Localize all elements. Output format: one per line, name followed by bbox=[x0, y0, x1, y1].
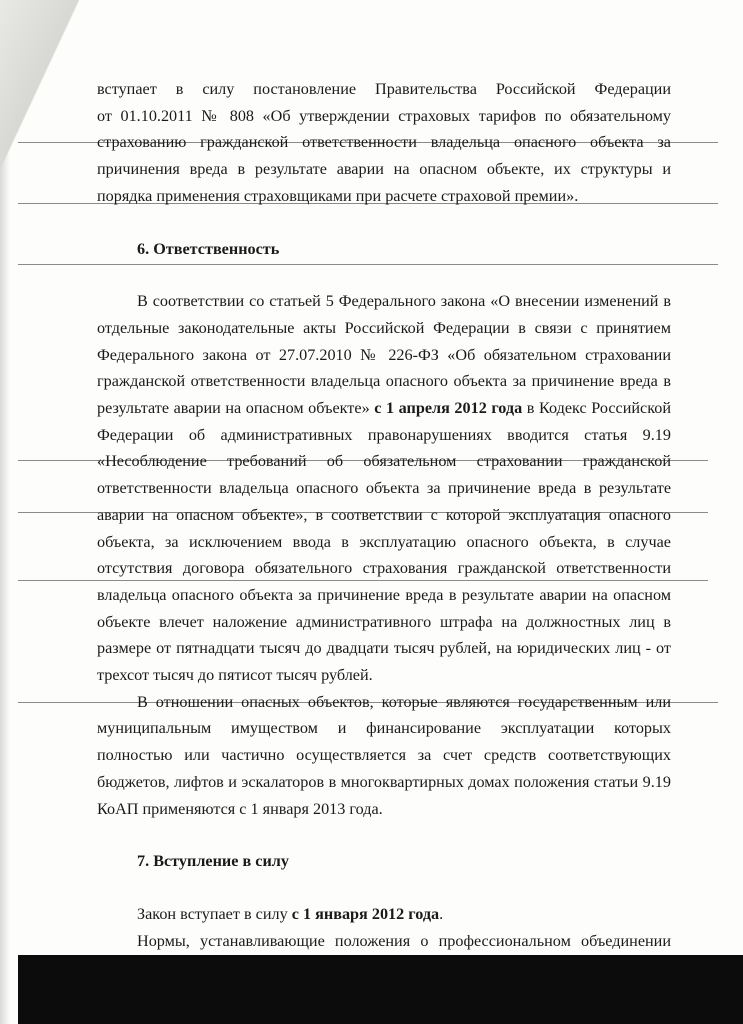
intro-line: вступает в силу постановление Правительства Российской Федерации bbox=[97, 80, 671, 98]
intro-line: причинения вреда в результате аварии на опасном объекте, их структуры и bbox=[97, 160, 671, 179]
section-6-paragraph-1: В соответствии со статьей 5 Федерального закона «О внесении изменений в отдельные законодательные акты Российской Федерации в связи с принятием Федерального закона от 27.07.2010 № 226-ФЗ «Об обязательном страховании гражданской ответственности владельца опасного объекта за причинение вреда в результате аварии на опасном объекте» с 1 апреля 2012 года в Кодекс Российской Федерации об административных правонарушениях вводится статья 9.19 «Несоблюдение требований об обязательном страховании гражданской ответственности владельца опасного объекта за причинение вреда в результате аварии на опасном объекте», в соответствии с которой эксплуатация опасного объекта, за исключением ввода в эксплуатацию опасного объекта, в случае отсутствия договора обязательного страхования гражданской ответственности владельца опасного объекта за причинение вреда в результате аварии на опасном объекте влечет наложение административного штрафа на должностных лиц в размере от пятнадцати тысяч до двадцати тысяч рублей, на юридических лиц - от трехсот тысяч до пятисот тысяч рублей. bbox=[97, 292, 672, 685]
intro-line: от 01.10.2011 № 808 «Об утверждении страховых тарифов по обязательному bbox=[97, 106, 671, 125]
section-6-heading: 6. Ответственность bbox=[137, 239, 280, 258]
intro-line: страхованию гражданской ответственности владельца опасного объекта за bbox=[97, 133, 671, 152]
document-body bbox=[97, 76, 671, 1008]
page-edge-shadow bbox=[0, 150, 10, 1024]
section-6-paragraph-2: В отношении опасных объектов, которые являются государственным или муниципальным имуществом и финансирование эксплуатации которых полностью или частично осуществляется за счет средств соответствующих бюджетов, лифтов и эскалаторов в многоквартирных домах положения статьи 9.19 КоАП применяются с 1 января 2013 года. bbox=[97, 692, 671, 818]
folded-corner bbox=[0, 0, 90, 180]
section-7-heading: 7. Вступление в силу bbox=[137, 852, 289, 871]
section-7-paragraph-2: Нормы, устанавливающие положения о профессиональном объединении bbox=[137, 931, 671, 950]
section-7-paragraph-1: Закон вступает в силу с 1 января 2012 года. bbox=[137, 904, 444, 923]
scan-bottom-border bbox=[18, 955, 743, 1024]
intro-line: порядка применения страховщиками при расчете страховой премии». bbox=[97, 186, 579, 205]
